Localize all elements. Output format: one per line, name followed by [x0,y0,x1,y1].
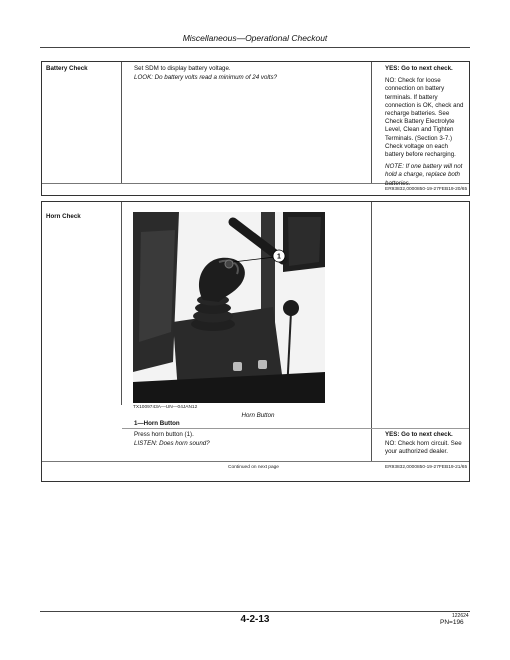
battery-result-column [385,65,469,188]
text-line: connection is OK, check and [385,101,464,109]
battery-yes-text: YES: Go to next check. [385,65,453,72]
text-line: battery before recharging. [385,151,456,159]
battery-step-text: Set SDM to display battery voltage. [134,65,231,72]
text-line: Check Battery Electrolyte [385,118,455,126]
battery-no-text [385,77,469,159]
horn-listen-text: LISTEN: Does horn sound? [134,440,210,447]
column-divider [121,62,122,183]
horn-button-photo [133,212,325,403]
column-divider [371,202,372,461]
header-rule [40,47,470,48]
text-line: NO: Check horn circuit. See [385,440,462,448]
text-line: NO: Check for loose [385,77,441,85]
footer-code: 122624 [452,613,469,619]
battery-look-text: LOOK: Do battery volts read a minimum of 24 volts? [134,74,278,81]
text-line: Level, Clean and Tighten [385,126,454,134]
text-line: batteries. [385,179,411,187]
text-line: NOTE: If one battery will not [385,163,463,171]
horn-no-text [385,440,469,456]
horn-reference-code: ER93832,0000850-19-27FEB19-21/65 [385,465,468,470]
footer-pn: PN=196 [440,619,464,626]
column-divider [371,62,372,183]
column-divider [121,202,122,405]
image-id: TX1009743A—UN—04JAN12 [133,405,198,410]
ref-divider [42,461,469,462]
legend-divider [122,428,469,429]
callout-number: 1 [277,253,281,261]
page-header-title: Miscellaneous—Operational Checkout [182,33,328,43]
legend-item: 1—Horn Button [134,420,180,427]
text-line: your authorized dealer. [385,448,448,456]
battery-reference-code: ER93832,0000850-19-27FEB19-20/65 [385,187,468,192]
horn-step-text: Press horn button (1). [134,431,194,438]
horn-yes-text: YES: Go to next check. [385,431,453,438]
operator-joystick-illustration [133,212,325,403]
battery-note-text [385,163,469,188]
horn-check-heading: Horn Check [46,213,81,220]
text-line: recharge batteries. See [385,110,450,118]
footer-rule [40,611,470,612]
text-line: connection on battery [385,85,445,93]
text-line: Check voltage on each [385,142,448,150]
battery-check-heading: Battery Check [46,65,88,72]
continued-note: Continued on next page [228,465,279,470]
text-line: hold a charge, replace both [385,171,460,179]
text-line: terminals. If battery [385,93,438,101]
text-line: Terminals. (Section 3-7.) [385,134,453,142]
horn-result-column [385,431,469,457]
photo-caption: Horn Button [241,412,275,419]
page-number: 4-2-13 [240,614,270,625]
